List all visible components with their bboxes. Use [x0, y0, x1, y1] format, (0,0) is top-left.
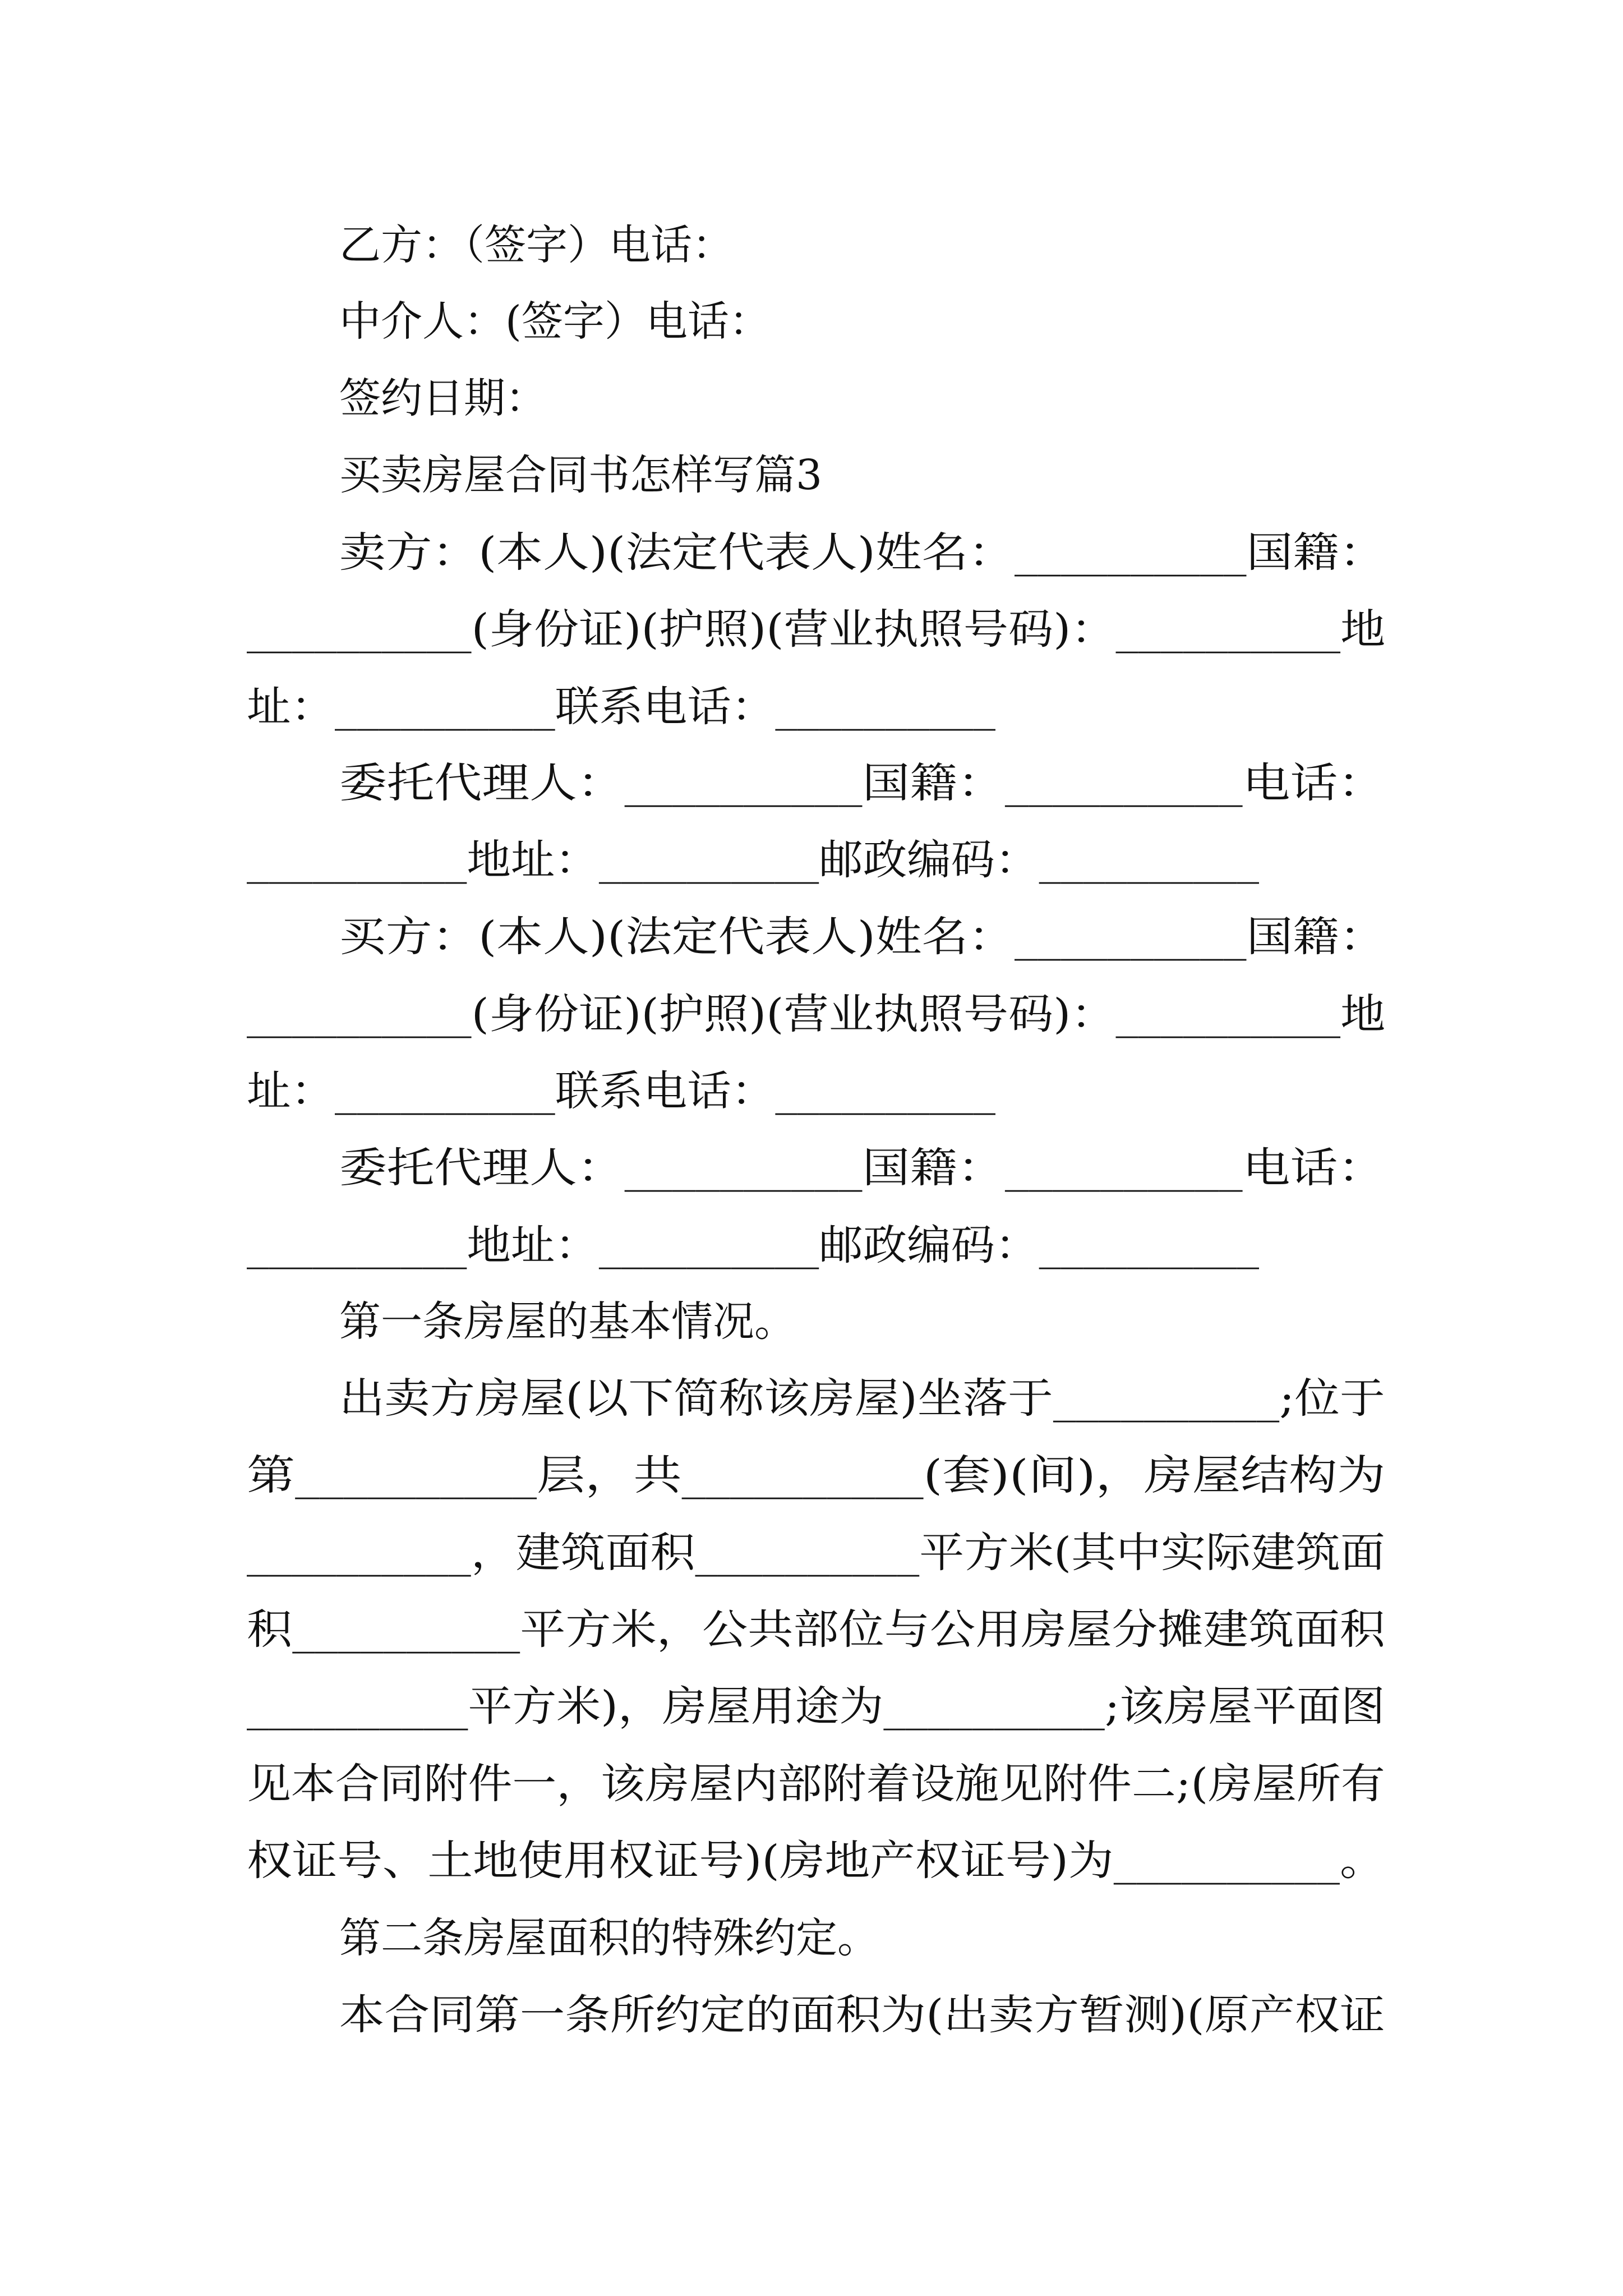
article-1-title: 第一条房屋的基本情况。	[339, 1297, 796, 1346]
article-1-line-6: 见本合同附件一，该房屋内部附着设施见附件二;(房屋所有	[247, 1760, 1385, 1808]
article-1-line-2: 第__________层，共__________(套)(间)，房屋结构为	[247, 1451, 1386, 1499]
article-1-line-3: __________，建筑面积__________平方米(其中实际建筑面	[247, 1529, 1385, 1577]
text-line-buyer-proxy-address: __________地址：__________邮政编码：__________	[247, 1221, 1259, 1269]
text-line-seller-address: 址：__________联系电话：__________	[247, 683, 995, 731]
text-line-buyer-address: 址：__________联系电话：__________	[247, 1067, 995, 1115]
article-1-line-4: 积__________平方米，公共部位与公用房屋分摊建筑面积	[247, 1605, 1385, 1654]
text-line-buyer-id: __________(身份证)(护照)(营业执照号码)：__________地	[247, 990, 1386, 1038]
article-2-title: 第二条房屋面积的特殊约定。	[339, 1914, 879, 1962]
text-line-seller-proxy: 委托代理人：__________国籍：__________电话：	[339, 759, 1385, 807]
text-line-seller-name: 卖方：(本人)(法定代表人)姓名：__________国籍：	[339, 528, 1386, 577]
text-line-seller-id: __________(身份证)(护照)(营业执照号码)：__________地	[247, 605, 1386, 654]
text-line-seller-proxy-address: __________地址：__________邮政编码：__________	[247, 836, 1259, 884]
section-title: 买卖房屋合同书怎样写篇3	[339, 451, 823, 499]
article-2-line-1: 本合同第一条所约定的面积为(出卖方暂测)(原产权证	[339, 1991, 1385, 2039]
text-line-buyer-proxy: 委托代理人：__________国籍：__________电话：	[339, 1144, 1385, 1192]
text-line-signing-date: 签约日期：	[339, 374, 547, 422]
article-1-line-1: 出卖方房屋(以下简称该房屋)坐落于__________;位于	[339, 1374, 1385, 1423]
article-1-line-5: __________平方米)，房屋用途为__________;该房屋平面图	[247, 1682, 1385, 1731]
text-line-agent-signature: 中介人：(签字）电话：	[339, 297, 771, 346]
article-1-line-7: 权证号、土地使用权证号)(房地产权证号)为__________。	[247, 1837, 1385, 1885]
text-line-party-b: 乙方：（签字）电话：	[339, 221, 734, 269]
text-line-buyer-name: 买方：(本人)(法定代表人)姓名：__________国籍：	[339, 913, 1386, 961]
